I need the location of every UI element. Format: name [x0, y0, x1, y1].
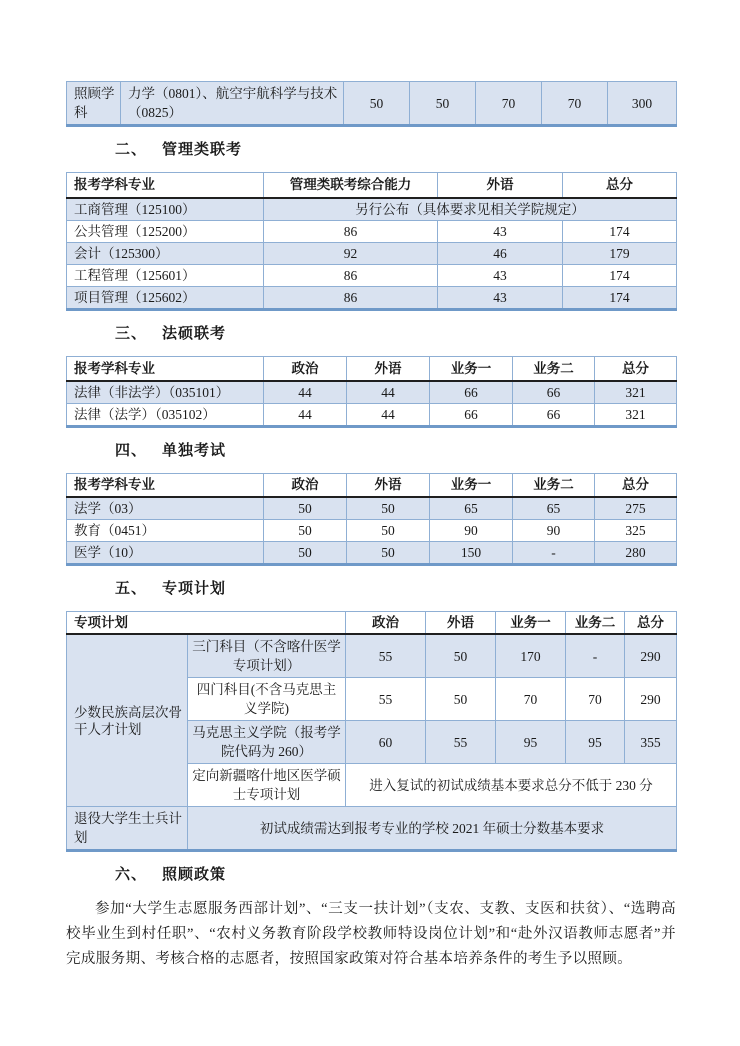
section-heading-management	[66, 140, 676, 160]
cell-plan-group-label: 少数民族高层次骨干人才计划	[67, 634, 188, 807]
cell-score: 170	[496, 634, 566, 678]
col-header-total: 总分	[625, 611, 677, 634]
col-header-politics: 政治	[264, 474, 347, 497]
col-header-politics: 政治	[264, 356, 347, 381]
cell-score: 66	[513, 404, 595, 427]
table-header-row	[67, 356, 677, 381]
cell-score: 43	[438, 220, 563, 242]
table-row	[67, 242, 677, 264]
section-title: 照顾政策	[162, 867, 227, 883]
score-table-management	[66, 172, 677, 311]
table-row	[67, 807, 677, 851]
cell-score: 70	[496, 678, 566, 721]
policy-paragraph: 参加“大学生志愿服务西部计划”、“三支一扶计划”（支农、支教、支医和扶贫）、“选聘高校毕业生到村任职”、“农村义务教育阶段学校教师特设岗位计划”和“赴外汉语教师志愿者”并完成服务期、考核合格的志愿者，按照国家政策对符合基本培养条件的考生予以照顾。	[66, 901, 676, 967]
table-row	[67, 541, 677, 564]
cell-score: 50	[426, 634, 496, 678]
section-title: 单独考试	[162, 443, 227, 459]
cell-program: 法学（03）	[67, 497, 264, 520]
cell-score: 44	[347, 404, 430, 427]
col-header-total: 总分	[595, 356, 677, 381]
cell-score: 55	[346, 678, 426, 721]
cell-score: 43	[438, 286, 563, 309]
cell-note-merged: 初试成绩需达到报考专业的学校 2021 年硕士分数基本要求	[188, 807, 677, 851]
cell-program: 医学（10）	[67, 541, 264, 564]
col-header-politics: 政治	[346, 611, 426, 634]
cell-plan-group-label: 退役大学生士兵计划	[67, 807, 188, 851]
cell-score: 60	[346, 721, 426, 764]
col-header-subject2: 业务二	[513, 356, 595, 381]
col-header-foreign-language: 外语	[347, 356, 430, 381]
cell-score: 321	[595, 404, 677, 427]
cell-score: 43	[438, 264, 563, 286]
table-row	[67, 404, 677, 427]
table-header-row	[67, 474, 677, 497]
section-title: 专项计划	[162, 580, 227, 597]
cell-note-merged: 另行公布（具体要求见相关学院规定）	[264, 198, 677, 221]
col-header-foreign-language: 外语	[438, 173, 563, 198]
section-number: 二、	[115, 142, 148, 158]
table-row	[67, 82, 677, 126]
cell-program: 教育（0451）	[67, 519, 264, 541]
col-header-subject1: 业务一	[496, 611, 566, 634]
cell-program: 法律（法学）（035102）	[67, 404, 264, 427]
score-table-law	[66, 356, 677, 429]
col-header-total: 总分	[595, 474, 677, 497]
col-header-program: 报考学科专业	[67, 356, 264, 381]
section-heading-law	[66, 324, 676, 344]
table-row	[67, 220, 677, 242]
col-header-program: 报考学科专业	[67, 474, 264, 497]
col-header-program: 报考学科专业	[67, 173, 264, 198]
cell-score: 321	[595, 381, 677, 404]
cell-score: 50	[426, 678, 496, 721]
cell-score: 290	[625, 634, 677, 678]
cell-score: 86	[264, 220, 438, 242]
cell-score: 92	[264, 242, 438, 264]
cell-program: 会计（125300）	[67, 242, 264, 264]
section-number: 五、	[115, 580, 148, 597]
section-heading-single	[66, 441, 676, 461]
col-header-subject2: 业务二	[513, 474, 595, 497]
table-row	[67, 264, 677, 286]
cell-score: 90	[430, 519, 513, 541]
section-heading-policy	[66, 865, 676, 885]
section-title: 法硕联考	[162, 325, 227, 342]
cell-score: 55	[346, 634, 426, 678]
table-row	[67, 634, 677, 678]
cell-score: 86	[264, 264, 438, 286]
cell-score: 90	[513, 519, 595, 541]
cell-score: 50	[347, 519, 430, 541]
cell-program: 公共管理（125200）	[67, 220, 264, 242]
score-table-special-plan	[66, 611, 677, 853]
cell-score: 70	[566, 678, 625, 721]
col-header-subject1: 业务一	[430, 356, 513, 381]
cell-plan-sub-label: 四门科目(不含马克思主义学院)	[188, 678, 346, 721]
table-row	[67, 198, 677, 221]
cell-plan-sub-label: 三门科目（不含喀什医学专项计划）	[188, 634, 346, 678]
cell-score: 95	[496, 721, 566, 764]
score-table-carryover	[66, 81, 677, 127]
cell-score: 55	[426, 721, 496, 764]
cell-score: 174	[563, 220, 677, 242]
cell-score: 174	[563, 286, 677, 309]
cell-score: 65	[430, 497, 513, 520]
cell-note-merged: 进入复试的初试成绩基本要求总分不低于 230 分	[346, 764, 677, 807]
cell-score: 50	[264, 497, 347, 520]
cell-score: 65	[513, 497, 595, 520]
cell-score: 50	[410, 82, 476, 126]
cell-score: 44	[264, 404, 347, 427]
cell-program: 工程管理（125601）	[67, 264, 264, 286]
col-header-plan: 专项计划	[67, 611, 346, 634]
cell-program: 法律（非法学）（035101）	[67, 381, 264, 404]
cell-score: 44	[264, 381, 347, 404]
cell-score: 300	[608, 82, 677, 126]
cell-score: 325	[595, 519, 677, 541]
table-header-row	[67, 173, 677, 198]
cell-score: 355	[625, 721, 677, 764]
cell-program: 工商管理（125100）	[67, 198, 264, 221]
cell-plan-sub-label: 马克思主义学院（报考学院代码为 260）	[188, 721, 346, 764]
table-row	[67, 519, 677, 541]
cell-score: 179	[563, 242, 677, 264]
cell-score: 44	[347, 381, 430, 404]
cell-score: 66	[430, 381, 513, 404]
section-number: 四、	[115, 443, 148, 459]
cell-score: 95	[566, 721, 625, 764]
table-header-row	[67, 611, 677, 634]
cell-score: 50	[344, 82, 410, 126]
cell-score: 66	[513, 381, 595, 404]
cell-score: 86	[264, 286, 438, 309]
cell-score: 50	[347, 497, 430, 520]
cell-score: 174	[563, 264, 677, 286]
table-row	[67, 286, 677, 309]
table-row	[67, 497, 677, 520]
cell-program: 项目管理（125602）	[67, 286, 264, 309]
cell-score: 70	[542, 82, 608, 126]
cell-score: 50	[347, 541, 430, 564]
cell-score: -	[513, 541, 595, 564]
cell-score: 275	[595, 497, 677, 520]
cell-score: 280	[595, 541, 677, 564]
col-header-foreign-language: 外语	[426, 611, 496, 634]
cell-score: 150	[430, 541, 513, 564]
section-number: 三、	[115, 325, 148, 342]
cell-score: 66	[430, 404, 513, 427]
document-content	[66, 0, 676, 972]
cell-score: 70	[476, 82, 542, 126]
table-row	[67, 381, 677, 404]
col-header-comprehensive: 管理类联考综合能力	[264, 173, 438, 198]
section-number: 六、	[115, 867, 148, 883]
cell-score: 50	[264, 541, 347, 564]
cell-score: 46	[438, 242, 563, 264]
cell-score: 290	[625, 678, 677, 721]
score-table-single-exam	[66, 473, 677, 566]
col-header-foreign-language: 外语	[347, 474, 430, 497]
cell-score: 50	[264, 519, 347, 541]
col-header-subject2: 业务二	[566, 611, 625, 634]
section-title: 管理类联考	[162, 142, 243, 158]
cell-row-label: 照顾学科	[67, 82, 121, 126]
cell-subject: 力学（0801）、航空宇航科学与技术（0825）	[121, 82, 344, 126]
section-heading-special	[66, 579, 676, 599]
cell-score: -	[566, 634, 625, 678]
cell-plan-sub-label: 定向新疆喀什地区医学硕士专项计划	[188, 764, 346, 807]
col-header-subject1: 业务一	[430, 474, 513, 497]
col-header-total: 总分	[563, 173, 677, 198]
